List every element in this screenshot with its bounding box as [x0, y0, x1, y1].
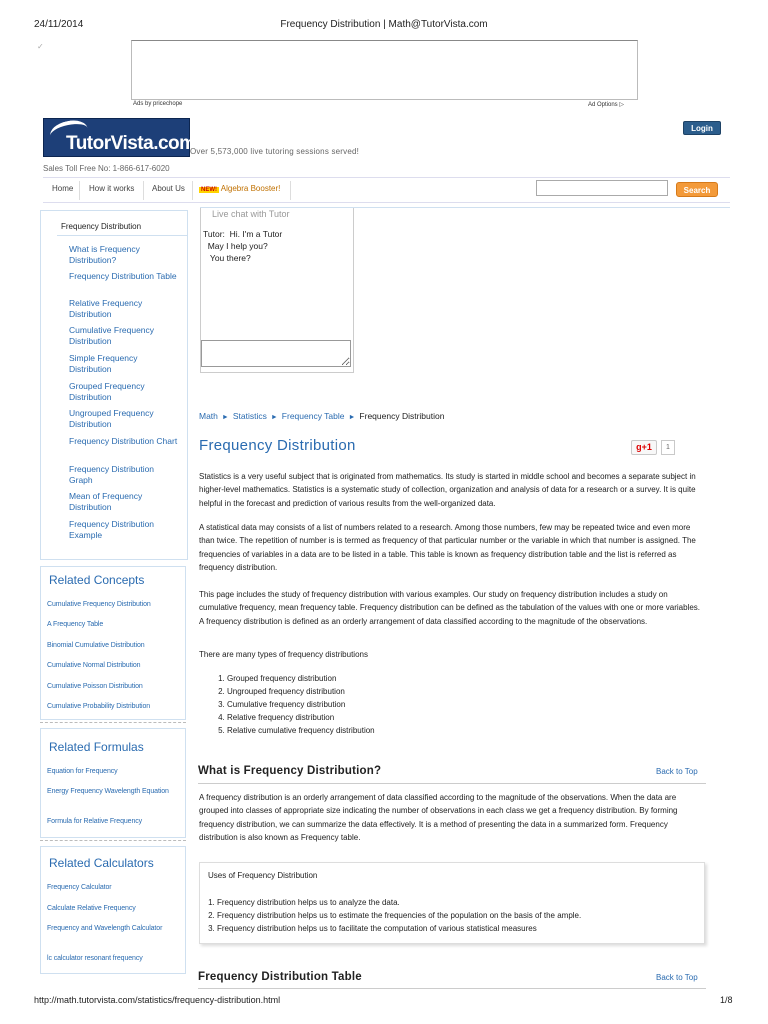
types-intro: There are many types of frequency distributions — [199, 650, 368, 659]
ad-by-label[interactable]: Ads by pricechope — [133, 101, 183, 107]
google-plus-button[interactable]: g+1 — [631, 440, 657, 455]
search-input[interactable] — [536, 180, 668, 196]
sidebar-item-grouped[interactable]: Grouped Frequency Distribution — [69, 381, 145, 402]
logo-tm: TM — [195, 133, 205, 140]
list-item: 1. Frequency distribution helps us to analyze the data. — [217, 896, 581, 909]
tutorvista-logo[interactable] — [43, 118, 205, 157]
related-concept-link[interactable]: Cumulative Poisson Distribution — [47, 683, 143, 690]
related-calculators-title: Related Calculators — [49, 856, 154, 870]
section-divider — [40, 722, 186, 723]
related-formula-link[interactable]: Equation for Frequency — [47, 768, 118, 775]
ad-options-link[interactable] — [588, 101, 624, 108]
nav-how-it-works[interactable]: How it works — [89, 184, 135, 193]
types-list — [213, 672, 375, 737]
nav-about-us[interactable]: About Us — [152, 184, 185, 193]
ad-options-icon: ▷ — [619, 102, 624, 108]
breadcrumb-frequency-table[interactable]: Frequency Table — [281, 411, 345, 421]
breadcrumb-arrow-icon: ► — [221, 414, 229, 421]
ad-marker-icon: ✓ — [37, 42, 44, 51]
back-to-top-link[interactable]: Back to Top — [656, 973, 698, 982]
section-rule — [198, 988, 706, 989]
list-item: 2. Frequency distribution helps us to estimate the frequencies of the population on the basis of the ample. — [217, 909, 581, 922]
nav-booster-label: Algebra Booster! — [220, 184, 281, 193]
list-item: 2. Ungrouped frequency distribution — [227, 685, 375, 698]
sidebar-item-chart[interactable]: Frequency Distribution Chart — [69, 436, 178, 446]
related-concept-link[interactable]: Binomial Cumulative Distribution — [47, 642, 145, 649]
logo-text: TutorVista.com™ — [66, 133, 205, 154]
list-item: 3. Cumulative frequency distribution — [227, 698, 375, 711]
sidebar-divider — [57, 235, 187, 236]
related-formula-link[interactable]: Energy Frequency Wavelength Equation — [47, 788, 169, 795]
related-calculator-link[interactable]: lc calculator resonant frequency — [47, 955, 143, 962]
chat-message: Tutor: Hi. I'm a Tutor May I help you? You there? — [203, 229, 283, 263]
breadcrumb-arrow-icon: ► — [270, 414, 278, 421]
section-rule — [198, 783, 706, 784]
chat-input[interactable] — [201, 340, 351, 367]
breadcrumb-arrow-icon: ► — [348, 414, 356, 421]
toll-free-text: Sales Toll Free No: 1-866-617-6020 — [43, 164, 170, 173]
what-is-paragraph: A frequency distribution is an orderly arrangement of data classified according to the magnitude of the observations. When the data are grouped into classes of appropriate size indicating the number of observations in each class we get a frequency distribution. By forming frequency distribution, we can summarize the data effectively. It is a method of presenting the data in a summarized form. Frequency distribution is also known as Frequency table. — [199, 793, 678, 843]
ad-options-label: Ad Options — [588, 102, 618, 108]
related-calculator-link[interactable]: Frequency Calculator — [47, 884, 112, 891]
sidebar-item-graph[interactable]: Frequency Distribution Graph — [69, 464, 155, 485]
uses-list — [206, 896, 581, 935]
breadcrumb-math[interactable]: Math — [199, 411, 218, 421]
related-concepts-title: Related Concepts — [49, 573, 145, 587]
page-scope-paragraph: This page includes the study of frequency distribution with various examples. Our study on frequency distribution includes a study on cumulative frequency, mean frequency table. Frequency distribution can be defined as the tabulation of the values with one or more variables. A frequency distribution is defined as an orderly arrangement of data classified according to the magnitude of the observations. — [199, 590, 701, 626]
list-item: 1. Grouped frequency distribution — [227, 672, 375, 685]
related-concept-link[interactable]: Cumulative Probability Distribution — [47, 703, 151, 710]
breadcrumb — [199, 411, 444, 421]
nav-algebra-booster[interactable] — [199, 184, 280, 193]
related-calculator-link[interactable]: Calculate Relative Frequency — [47, 905, 136, 912]
sidebar-item-table[interactable]: Frequency Distribution Table — [69, 271, 177, 281]
nav-home[interactable]: Home — [52, 184, 74, 193]
sidebar-item-relative[interactable]: Relative Frequency Distribution — [69, 298, 143, 319]
uses-title: Uses of Frequency Distribution — [208, 871, 318, 880]
section-divider — [40, 840, 186, 841]
sidebar-item-what-is[interactable]: What is Frequency Distribution? — [69, 244, 140, 265]
nav-divider — [192, 181, 193, 200]
list-item: 3. Frequency distribution helps us to facilitate the computation of various statistical measures — [217, 922, 581, 935]
breadcrumb-statistics[interactable]: Statistics — [232, 411, 267, 421]
print-date: 24/11/2014 — [34, 19, 84, 30]
list-item: 4. Relative frequency distribution — [227, 711, 375, 724]
sidebar-item-cumulative[interactable]: Cumulative Frequency Distribution — [69, 325, 155, 346]
live-chat-title[interactable]: Live chat with Tutor — [212, 209, 290, 219]
section-title-table: Frequency Distribution Table — [198, 971, 362, 983]
sidebar-item-ungrouped[interactable]: Ungrouped Frequency Distribution — [69, 408, 154, 429]
sidebar-heading: Frequency Distribution — [61, 222, 142, 231]
nav-divider — [143, 181, 144, 200]
sidebar-item-mean[interactable]: Mean of Frequency Distribution — [69, 491, 143, 512]
related-calculator-link[interactable]: Frequency and Wavelength Calculator — [47, 925, 163, 932]
related-formula-link[interactable]: Formula for Relative Frequency — [47, 818, 143, 825]
nav-divider — [290, 181, 291, 200]
print-title: Frequency Distribution | Math@TutorVista.com — [280, 19, 488, 30]
breadcrumb-current: Frequency Distribution — [359, 411, 445, 421]
page-title: Frequency Distribution — [199, 437, 356, 454]
back-to-top-link[interactable]: Back to Top — [656, 767, 698, 776]
sidebar-item-example[interactable]: Frequency Distribution Example — [69, 519, 155, 540]
intro-paragraph: Statistics is a very useful subject that is originated from mathematics. Its study is started in middle school and becomes a separate subject in higher-level mathematics. Statistics is a systematic study of collection, organization and analysis of data for a research or a survey. It is quite helpful in the forecast and prediction of various results from the well-organized data. — [199, 472, 696, 508]
section-title-what-is: What is Frequency Distribution? — [198, 765, 382, 777]
search-button[interactable]: Search — [676, 182, 718, 197]
print-url: http://math.tutorvista.com/statistics/frequency-distribution.html — [34, 995, 281, 1005]
sidebar-item-simple[interactable]: Simple Frequency Distribution — [69, 353, 138, 374]
related-concept-link[interactable]: Cumulative Frequency Distribution — [47, 601, 151, 608]
sessions-served-text: Over 5,573,000 live tutoring sessions served! — [190, 147, 360, 156]
list-item: 5. Relative cumulative frequency distribution — [227, 724, 375, 737]
print-page-number: 1/8 — [720, 995, 733, 1005]
related-formulas-title: Related Formulas — [49, 740, 144, 754]
google-plus-count: 1 — [661, 440, 675, 455]
nav-divider — [79, 181, 80, 200]
related-concept-link[interactable]: A Frequency Table — [47, 621, 104, 628]
related-concept-link[interactable]: Cumulative Normal Distribution — [47, 662, 141, 669]
login-button[interactable]: Login — [683, 121, 721, 135]
ad-banner[interactable] — [131, 40, 638, 100]
new-badge: NEW! — [201, 187, 217, 193]
data-paragraph: A statistical data may consists of a list of numbers related to a research. Among those numbers, few may be repeated twice and even more than twice. The repetition of number is is termed as frequency of that particular number or the variable in which that number is assigned. The frequencies of variables in a data are to be listed in a table. This table is known as frequency distribution table and the list is referred as frequency distribution. — [199, 523, 696, 573]
